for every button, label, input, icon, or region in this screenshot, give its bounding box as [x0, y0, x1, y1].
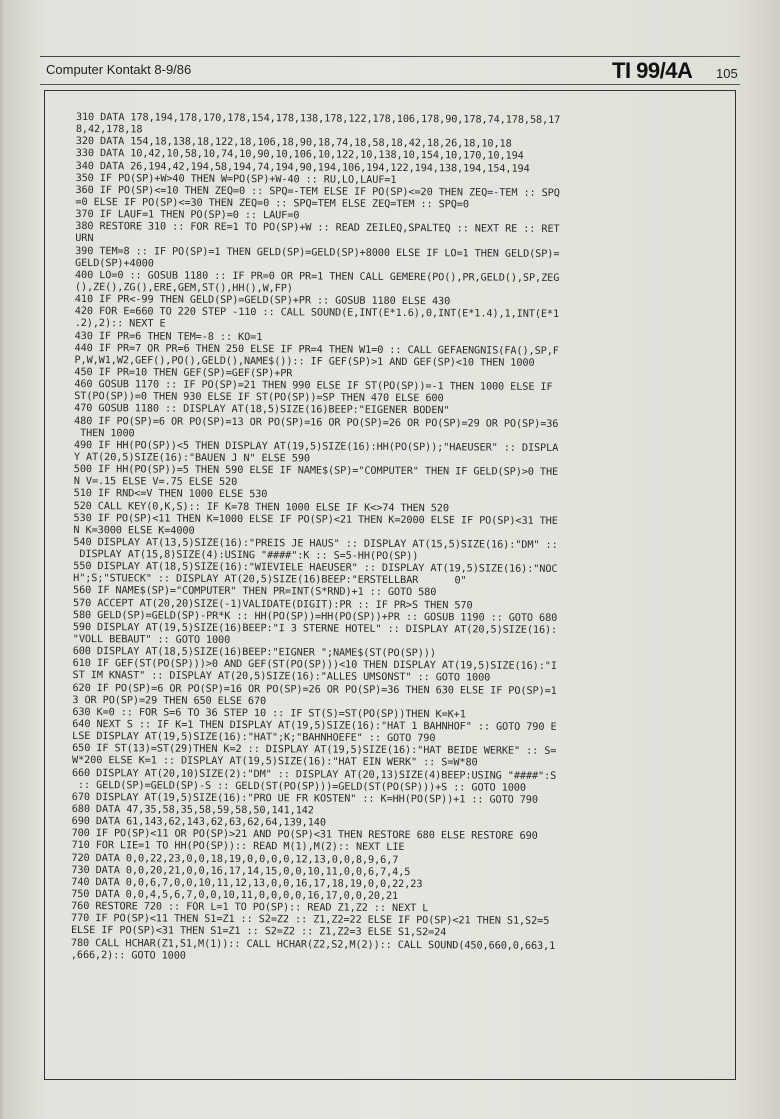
code-line: 570 ACCEPT AT(20,20)SIZE(-1)VALIDATE(DIGIT):PR :: IF PR>S THEN 570 — [72, 597, 473, 612]
code-line: ELSE IF PO(SP)<31 THEN S1=Z1 :: S2=Z2 :: Z1,Z2=3 ELSE S1,S2=24 — [70, 925, 447, 939]
code-line: .2),2):: NEXT E — [74, 318, 166, 330]
top-rule — [40, 56, 740, 57]
code-line: 780 CALL HCHAR(Z1,S1,M(1)):: CALL HCHAR(Z2,S2,M(2)):: CALL SOUND(450,660,0,663,1 — [70, 937, 556, 952]
code-line: (),ZE(),ZG(),ERE,GEM,ST(),HH(),W,FP) — [74, 281, 293, 295]
code-line: 330 DATA 10,42,10,58,10,74,10,90,10,106,10,122,10,138,10,154,10,170,10,194 — [75, 148, 524, 163]
code-line: ,666,2):: GOTO 1000 — [70, 949, 186, 962]
code-line: 730 DATA 0,0,20,21,0,0,16,17,14,15,0,0,10,11,0,0,6,7,4,5 — [71, 864, 411, 878]
code-line: 670 DISPLAY AT(19,5)SIZE(16):"PRO UE FR KOSTEN" :: K=HH(PO(SP))+1 :: GOTO 790 — [71, 791, 538, 806]
code-line: 580 GELD(SP)=GELD(SP)-PR*K :: HH(PO(SP))=HH(PO(SP))+PR :: GOSUB 1190 :: GOTO 680 — [72, 609, 558, 624]
code-line: 470 GOSUB 1180 :: DISPLAY AT(18,5)SIZE(16)BEEP:"EIGENER BODEN" — [74, 403, 450, 417]
code-line: W*200 ELSE K=1 :: DISPLAY AT(19,5)SIZE(16):"HAT EIN WERK" :: S=W*80 — [72, 755, 478, 769]
code-line: 440 IF PR=7 OR PR=6 THEN 250 ELSE IF PR=4 THEN W1=0 :: CALL GEFAENGNIS(FA(),SP,F — [74, 342, 559, 357]
code-line: 500 IF HH(PO(SP))=5 THEN 590 ELSE IF NAME$(SP)="COMPUTER" THEN IF GELD(SP)>0 THE — [73, 464, 559, 479]
code-line: 340 DATA 26,194,42,194,58,194,74,194,90,194,106,194,122,194,138,194,154,194 — [75, 160, 530, 175]
code-line: DISPLAY AT(15,8)SIZE(4):USING "####":K :: S=5-HH(PO(SP)) — [73, 549, 419, 563]
code-line: 680 DATA 47,35,58,35,58,59,58,50,141,142 — [71, 804, 314, 817]
code-line: 430 IF PR=6 THEN TEM=-8 :: KO=1 — [74, 330, 263, 343]
code-line: P,W,W1,W2,GEF(),PO(),GELD(),NAME$()):: IF GEF(SP)>1 AND GEF(SP)<10 THEN 1000 — [74, 354, 535, 369]
code-line: THEN 1000 — [74, 427, 135, 440]
code-line: 490 IF HH(PO(SP))<5 THEN DISPLAY AT(19,5)SIZE(16):HH(PO(SP));"HAEUSER" :: DISPLA — [73, 439, 559, 454]
code-line: 590 DISPLAY AT(19,5)SIZE(16)BEEP:"I 3 STERNE HOTEL" :: DISPLAY AT(20,5)SIZE(16): — [72, 621, 558, 636]
code-line: GELD(SP)+4000 — [75, 257, 154, 270]
code-line: 710 FOR LIE=1 TO HH(PO(SP)):: READ M(1),M(2):: NEXT LIE — [71, 840, 405, 854]
code-line: 3 OR PO(SP)=29 THEN 650 ELSE 670 — [72, 694, 267, 707]
code-line: 660 DISPLAY AT(20,10)SIZE(2):"DM" :: DISPLAY AT(20,13)SIZE(4)BEEP:USING "####":S — [71, 767, 557, 782]
code-line: 690 DATA 61,143,62,143,62,63,62,64,139,140 — [71, 816, 326, 829]
page-number: 105 — [716, 66, 738, 81]
code-line: 350 IF PO(SP)+W>40 THEN W=PO(SP)+W-40 :: RU,LO,LAUF=1 — [75, 172, 397, 186]
basic-listing — [71, 112, 728, 966]
code-line: 320 DATA 154,18,138,18,122,18,106,18,90,18,74,18,58,18,42,18,26,18,10,18 — [75, 136, 512, 150]
header-rule — [40, 84, 740, 85]
code-line: H";S;"STUECK" :: DISPLAY AT(20,5)SIZE(16)BEEP:"ERSTELLBAR 0" — [73, 573, 467, 587]
code-line: 540 DISPLAY AT(13,5)SIZE(16):"PREIS JE HAUS" :: DISPLAY AT(15,5)SIZE(16):"DM" :: — [73, 536, 558, 551]
code-line: 620 IF PO(SP)=6 OR PO(SP)=16 OR PO(SP)=26 OR PO(SP)=36 THEN 630 ELSE IF PO(SP)=1 — [72, 682, 557, 697]
code-line: 650 IF ST(13)=ST(29)THEN K=2 :: DISPLAY AT(19,5)SIZE(16):"HAT BEIDE WERKE" :: S= — [72, 743, 557, 758]
code-line: =0 ELSE IF PO(SP)<=30 THEN ZEQ=0 :: SPQ=TEM ELSE ZEQ=TEM :: SPQ=0 — [75, 196, 469, 211]
code-line: LSE DISPLAY AT(19,5)SIZE(16):"HAT";K;"BAHNHOEFE" :: GOTO 790 — [72, 731, 436, 745]
code-line: 310 DATA 178,194,178,170,178,154,178,138,178,122,178,106,178,90,178,74,178,58,17 — [75, 112, 561, 126]
code-line: 530 IF PO(SP)<11 THEN K=1000 ELSE IF PO(SP)<21 THEN K=2000 ELSE IF PO(SP)<31 THE — [73, 512, 558, 527]
page-spine-shadow — [0, 0, 6, 1119]
code-line: 600 DISPLAY AT(18,5)SIZE(16)BEEP:"EIGNER ";NAME$(ST(PO(SP))) — [72, 646, 436, 660]
code-line: 420 FOR E=660 TO 220 STEP -110 :: CALL SOUND(E,INT(E*1.6),0,INT(E*1.4),1,INT(E*1 — [74, 306, 560, 321]
code-line: N V=.15 ELSE V=.75 ELSE 520 — [73, 476, 238, 489]
code-line: 700 IF PO(SP)<11 OR PO(SP)>21 AND PO(SP)<31 THEN RESTORE 680 ELSE RESTORE 690 — [71, 828, 538, 843]
code-line: 460 GOSUB 1170 :: IF PO(SP)=21 THEN 990 ELSE IF ST(PO(SP))=-1 THEN 1000 ELSE IF — [74, 379, 553, 394]
code-line: ST(PO(SP))=0 THEN 930 ELSE IF ST(PO(SP))=SP THEN 470 ELSE 600 — [74, 391, 444, 405]
code-line: URN — [75, 233, 94, 245]
code-line: 380 RESTORE 310 :: FOR RE=1 TO PO(SP)+W :: READ ZEILEQ,SPALTEQ :: NEXT RE :: RET — [75, 221, 560, 236]
code-line: ST IM KNAST" :: DISPLAY AT(20,5)SIZE(16):"ALLES UMSONST" :: GOTO 1000 — [72, 670, 491, 685]
system-title: TI 99/4A — [612, 58, 693, 83]
code-line: 770 IF PO(SP)<11 THEN S1=Z1 :: S2=Z2 :: Z1,Z2=22 ELSE IF PO(SP)<21 THEN S1,S2=5 — [71, 913, 550, 928]
code-line: :: GELD(SP)=GELD(SP)-S :: GELD(ST(PO(SP)))=GELD(ST(PO(SP)))+S :: GOTO 1000 — [71, 779, 526, 794]
code-line: 400 LO=0 :: GOSUB 1180 :: IF PR=0 OR PR=1 THEN CALL GEMERE(PO(),PR,GELD(),SP,ZEG — [74, 269, 560, 284]
code-line: 410 IF PR<-99 THEN GELD(SP)=GELD(SP)+PR :: GOSUB 1180 ELSE 430 — [74, 294, 451, 308]
code-line: 390 TEM=8 :: IF PO(SP)=1 THEN GELD(SP)=GELD(SP)+8000 ELSE IF LO=1 THEN GELD(SP)= — [75, 245, 560, 260]
code-line: 560 IF NAME$(SP)="COMPUTER" THEN PR=INT(S*RND)+1 :: GOTO 580 — [73, 585, 437, 599]
code-line: 630 K=0 :: FOR S=6 TO 36 STEP 10 :: IF ST(S)=ST(PO(SP))THEN K=K+1 — [72, 706, 466, 721]
code-line: 750 DATA 0,0,4,5,6,7,0,0,10,11,0,0,0,0,16,17,0,0,20,21 — [71, 888, 399, 902]
code-line: 510 IF RND<=V THEN 1000 ELSE 530 — [73, 488, 268, 501]
code-line: 550 DISPLAY AT(18,5)SIZE(16):"WIEVIELE HAEUSER" :: DISPLAY AT(19,5)SIZE(16):"NOC — [73, 561, 558, 576]
magazine-title: Computer Kontakt 8-9/86 — [46, 62, 192, 77]
code-line: Y AT(20,5)SIZE(16):"BAUEN J N" ELSE 590 — [73, 451, 311, 465]
code-line: 450 IF PR=10 THEN GEF(SP)=GEF(SP)+PR — [74, 366, 293, 380]
code-line: 370 IF LAUF=1 THEN PO(SP)=0 :: LAUF=0 — [75, 209, 300, 222]
code-line: 360 IF PO(SP)<=10 THEN ZEQ=0 :: SPQ=-TEM ELSE IF PO(SP)<=20 THEN ZEQ=-TEM :: SPQ — [75, 184, 560, 199]
code-line: 610 IF GEF(ST(PO(SP)))>0 AND GEF(ST(PO(SP)))<10 THEN DISPLAY AT(19,5)SIZE(16):"I — [72, 658, 557, 673]
code-line: 8,42,178,18 — [75, 124, 143, 136]
code-line: 740 DATA 0,0,6,7,0,0,10,11,12,13,0,0,16,17,18,19,0,0,22,23 — [71, 876, 423, 890]
code-line: N K=3000 ELSE K=4000 — [73, 524, 195, 537]
code-line: "VOLL BEBAUT" :: GOTO 1000 — [72, 634, 231, 646]
code-line: 520 CALL KEY(0,K,S):: IF K=78 THEN 1000 ELSE IF K<>74 THEN 520 — [73, 500, 449, 514]
code-line: 760 RESTORE 720 :: FOR L=1 TO PO(SP):: READ Z1,Z2 :: NEXT L — [71, 901, 429, 915]
code-line: 720 DATA 0,0,22,23,0,0,18,19,0,0,0,0,12,13,0,0,8,9,6,7 — [71, 852, 399, 866]
code-line: 640 NEXT S :: IF K=1 THEN DISPLAY AT(19,5)SIZE(16):"HAT 1 BAHNHOF" :: GOTO 790 E — [72, 719, 557, 733]
code-line: 480 IF PO(SP)=6 OR PO(SP)=13 OR PO(SP)=16 OR PO(SP)=26 OR PO(SP)=29 OR PO(SP)=36 — [74, 415, 559, 430]
